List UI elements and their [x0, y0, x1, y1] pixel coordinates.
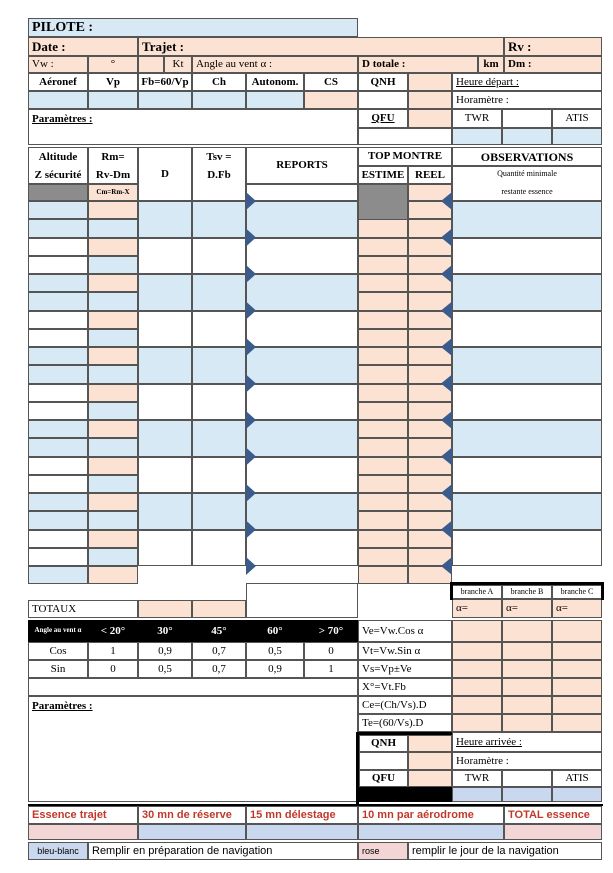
angle-vent-head-label: Angle au vent α	[34, 626, 82, 635]
dm-label: Dm :	[508, 58, 532, 70]
report-right-arrow	[246, 302, 256, 320]
formula-te	[358, 714, 452, 732]
aerodrome-header	[358, 806, 504, 824]
angle-vent-header	[28, 620, 88, 642]
reel-left-arrow	[441, 521, 452, 539]
formula-ce	[358, 696, 452, 714]
angle-20-header	[88, 620, 138, 642]
delestage-field[interactable]	[246, 824, 358, 840]
report-right-arrow	[246, 557, 256, 575]
report-right-arrow	[246, 265, 256, 283]
formula-ve	[358, 620, 452, 642]
formula-vt	[358, 642, 452, 660]
branche-a-header	[452, 585, 502, 599]
formula-te-label: Te=(60/Vs).D	[362, 716, 424, 729]
sin-value	[192, 660, 246, 678]
sin-value-label: 1	[328, 662, 334, 675]
qte-min-label: Quantité minimale	[497, 169, 557, 178]
branche-value-field[interactable]	[452, 642, 502, 660]
horametre-arrivee-field[interactable]	[452, 752, 602, 770]
totaux-label: TOTAUX	[32, 602, 77, 615]
sin-value	[304, 660, 358, 678]
formula-vs	[358, 660, 452, 678]
reel-left-arrow	[441, 265, 452, 283]
sin-value	[246, 660, 304, 678]
d-totale-label: D totale :	[362, 58, 406, 70]
angle-70-header	[304, 620, 358, 642]
cos-label-cell	[28, 642, 88, 660]
total-essence-header	[504, 806, 602, 824]
essence-trajet-field[interactable]	[28, 824, 138, 840]
cm-label: Cm=Rm-X	[96, 188, 130, 196]
sin-label-cell	[28, 660, 88, 678]
reel-left-arrow	[441, 411, 452, 429]
branche-value-field[interactable]	[502, 678, 552, 696]
report-right-arrow	[246, 448, 256, 466]
ch-label: Ch	[211, 75, 227, 88]
reel-left-arrow	[441, 229, 452, 247]
cos-value-label: 0,9	[158, 644, 172, 657]
branche-value-field[interactable]	[552, 660, 602, 678]
qfu-arrivee-header	[359, 770, 408, 787]
alpha-c-label: α=	[556, 602, 568, 614]
legend-bleu-label: bleu-blanc	[37, 845, 79, 856]
legend-rose-text: remplir le jour de la navigation	[412, 844, 559, 857]
branche-c-header	[552, 585, 602, 599]
legend-rose-swatch	[358, 842, 408, 860]
branche-value-field[interactable]	[502, 620, 552, 642]
atis-arrivee-field[interactable]	[552, 787, 602, 802]
rv-label: Rv :	[508, 39, 532, 54]
d-fb-label: D.Fb	[207, 169, 231, 181]
sin-value	[138, 660, 192, 678]
report-right-arrow	[246, 192, 256, 210]
kt-label: Kt	[172, 58, 184, 70]
branche-b-label: branche B	[510, 587, 544, 596]
branche-value-field[interactable]	[502, 660, 552, 678]
reel-label: REEL	[415, 168, 445, 181]
qnh-arrivee-value[interactable]	[408, 752, 452, 770]
sin-value-label: 0	[110, 662, 116, 675]
sin-value-label: 0,9	[268, 662, 282, 675]
cos-value	[138, 642, 192, 660]
qnh-arrivee-label: QNH	[370, 737, 397, 749]
report-right-arrow	[246, 484, 256, 502]
observations-label: OBSERVATIONS	[480, 149, 574, 164]
deg-label: °	[110, 58, 116, 70]
formula-ce-label: Ce=(Ch/Vs).D	[362, 698, 427, 711]
branche-value-field[interactable]	[502, 642, 552, 660]
parametres-arrivee-label: Paramètres :	[32, 700, 93, 712]
reel-left-arrow	[441, 302, 452, 320]
sin-label: Sin	[50, 662, 66, 675]
branche-a-label: branche A	[460, 587, 494, 596]
twr-arrivee-field[interactable]	[452, 787, 502, 802]
angle-vent-label: Angle au vent α :	[196, 58, 273, 70]
aerodrome-field[interactable]	[358, 824, 504, 840]
qfu-arrivee-label: QFU	[371, 772, 396, 784]
legend-bleu-swatch	[28, 842, 88, 860]
z-securite-label: Z sécurité	[34, 169, 82, 181]
branche-value-field[interactable]	[502, 714, 552, 732]
legend-rose-text-cell	[408, 842, 602, 860]
branche-value-field[interactable]	[452, 714, 502, 732]
cos-label: Cos	[49, 644, 67, 657]
horametre-arrivee-label: Horamètre :	[456, 754, 509, 767]
restante-label: restante essence	[501, 187, 553, 196]
cos-value	[192, 642, 246, 660]
autonom-label: Autonom.	[251, 75, 299, 88]
qfu-arrivee-field[interactable]	[408, 770, 452, 787]
atis-arrivee-label: ATIS	[565, 772, 589, 784]
freq-arrivee-field[interactable]	[502, 787, 552, 802]
qnh-arrivee-blank	[359, 752, 408, 770]
aerodrome-label: 10 mn par aérodrome	[362, 808, 474, 821]
legend-rose-label: rose	[362, 845, 380, 856]
formula-vt-label: Vt=Vw.Sin α	[362, 644, 421, 657]
km-label: km	[483, 58, 499, 70]
legend-bleu-text: Remplir en préparation de navigation	[92, 844, 273, 857]
essence-trajet-header	[28, 806, 138, 824]
essence-trajet-label: Essence trajet	[32, 808, 107, 821]
report-right-arrow	[246, 229, 256, 247]
parametres-arrivee-field[interactable]	[28, 696, 358, 802]
reserve-header	[138, 806, 246, 824]
vp-label: Vp	[105, 75, 121, 88]
reel-left-arrow	[441, 192, 452, 210]
alpha-b-label: α=	[506, 602, 518, 614]
legend-bleu-text-cell	[88, 842, 358, 860]
twr-label: TWR	[464, 112, 490, 124]
angle-30-header	[138, 620, 192, 642]
pilote-label: PILOTE :	[32, 19, 94, 35]
cos-value	[304, 642, 358, 660]
horametre-label: Horamètre :	[456, 93, 509, 106]
angle-60-label: 60°	[267, 624, 283, 637]
reel-left-arrow	[441, 484, 452, 502]
cs-label: CS	[323, 75, 339, 88]
angle-30-label: 30°	[157, 624, 173, 637]
branche-b-header	[502, 585, 552, 599]
alpha-b-field[interactable]	[502, 599, 552, 618]
branche-value-field[interactable]	[452, 620, 502, 642]
cos-value-label: 0,7	[212, 644, 226, 657]
branche-value-field[interactable]	[502, 696, 552, 714]
branche-value-field[interactable]	[552, 642, 602, 660]
qnh-arrivee-header	[359, 735, 408, 752]
cos-value-label: 1	[110, 644, 116, 657]
reel-left-arrow	[441, 338, 452, 356]
angle-45-header	[192, 620, 246, 642]
branche-top-rule	[450, 582, 604, 585]
twr-arrivee-label: TWR	[464, 772, 490, 784]
delestage-header	[246, 806, 358, 824]
cos-value-label: 0,5	[268, 644, 282, 657]
heure-arrivee-label: Heure arrivée :	[456, 735, 522, 748]
report-right-arrow	[246, 521, 256, 539]
formula-x	[358, 678, 452, 696]
delestage-label: 15 mn délestage	[250, 808, 336, 821]
total-reports-blank	[246, 583, 358, 618]
cos-value	[246, 642, 304, 660]
sin-value-label: 0,5	[158, 662, 172, 675]
tsv-label: Tsv =	[206, 151, 232, 163]
fb-label: Fb=60/Vp	[141, 75, 189, 88]
heure-arrivee-field[interactable]	[452, 732, 602, 752]
aeronef-label: Aéronef	[39, 75, 77, 88]
total-essence-label: TOTAL essence	[508, 808, 590, 821]
formula-x-label: X°=Vt.Fb	[362, 680, 406, 693]
heure-depart-label: Heure départ :	[456, 75, 519, 88]
report-right-arrow	[246, 338, 256, 356]
branche-value-field[interactable]	[452, 660, 502, 678]
branche-value-field[interactable]	[552, 620, 602, 642]
alpha-a-field[interactable]	[452, 599, 502, 618]
twr-arrivee-header	[452, 770, 502, 787]
angle-60-header	[246, 620, 304, 642]
branche-left-rule	[450, 582, 453, 600]
branche-right-rule	[601, 582, 604, 600]
branche-value-field[interactable]	[552, 696, 602, 714]
cos-value-label: 0	[328, 644, 334, 657]
report-right-arrow	[246, 375, 256, 393]
atis-arrivee-header	[552, 770, 602, 787]
parametres-label: Paramètres :	[32, 113, 93, 125]
estime-label: ESTIME	[361, 168, 405, 181]
formula-vs-label: Vs=Vp±Ve	[362, 662, 412, 675]
reel-left-arrow	[441, 375, 452, 393]
trig-spacer-row	[28, 678, 358, 696]
rm-label: Rm=	[101, 151, 125, 163]
report-right-arrow	[246, 411, 256, 429]
atis-label: ATIS	[565, 112, 589, 124]
branche-value-field[interactable]	[452, 696, 502, 714]
trajet-label: Trajet :	[142, 39, 184, 54]
total-d-field[interactable]	[138, 600, 192, 618]
qnh-arrivee-field[interactable]	[408, 735, 452, 752]
totaux-label-cell	[28, 600, 138, 618]
reports-label: REPORTS	[276, 159, 328, 171]
reel-left-arrow	[441, 448, 452, 466]
rv-dm-label: Rv-Dm	[95, 169, 131, 181]
formula-ve-label: Ve=Vw.Cos α	[362, 624, 424, 637]
angle-70-label: > 70°	[318, 624, 344, 637]
sin-value	[88, 660, 138, 678]
sin-value-label: 0,7	[212, 662, 226, 675]
alpha-c-field[interactable]	[552, 599, 602, 618]
top-montre-label: TOP MONTRE	[367, 150, 443, 162]
twr-arrivee-blank	[502, 770, 552, 787]
cos-value	[88, 642, 138, 660]
qnh-label: QNH	[370, 75, 396, 88]
reserve-field[interactable]	[138, 824, 246, 840]
branche-value-field[interactable]	[552, 714, 602, 732]
alpha-a-label: α=	[456, 602, 468, 614]
angle-20-label: < 20°	[100, 624, 126, 637]
vw-label: Vw :	[32, 58, 54, 70]
total-tsv-field[interactable]	[192, 600, 246, 618]
altitude-label: Altitude	[38, 151, 78, 163]
branche-value-field[interactable]	[552, 678, 602, 696]
d-label: D	[161, 167, 169, 180]
date-label: Date :	[32, 39, 66, 54]
reserve-label: 30 mn de réserve	[142, 808, 232, 821]
branche-c-label: branche C	[560, 587, 594, 596]
qfu-label: QFU	[371, 112, 395, 124]
angle-45-label: 45°	[211, 624, 227, 637]
branche-value-field[interactable]	[452, 678, 502, 696]
qfu-arrivee-black-bar	[359, 787, 452, 802]
reel-left-arrow	[441, 557, 452, 575]
total-essence-field[interactable]	[504, 824, 602, 840]
